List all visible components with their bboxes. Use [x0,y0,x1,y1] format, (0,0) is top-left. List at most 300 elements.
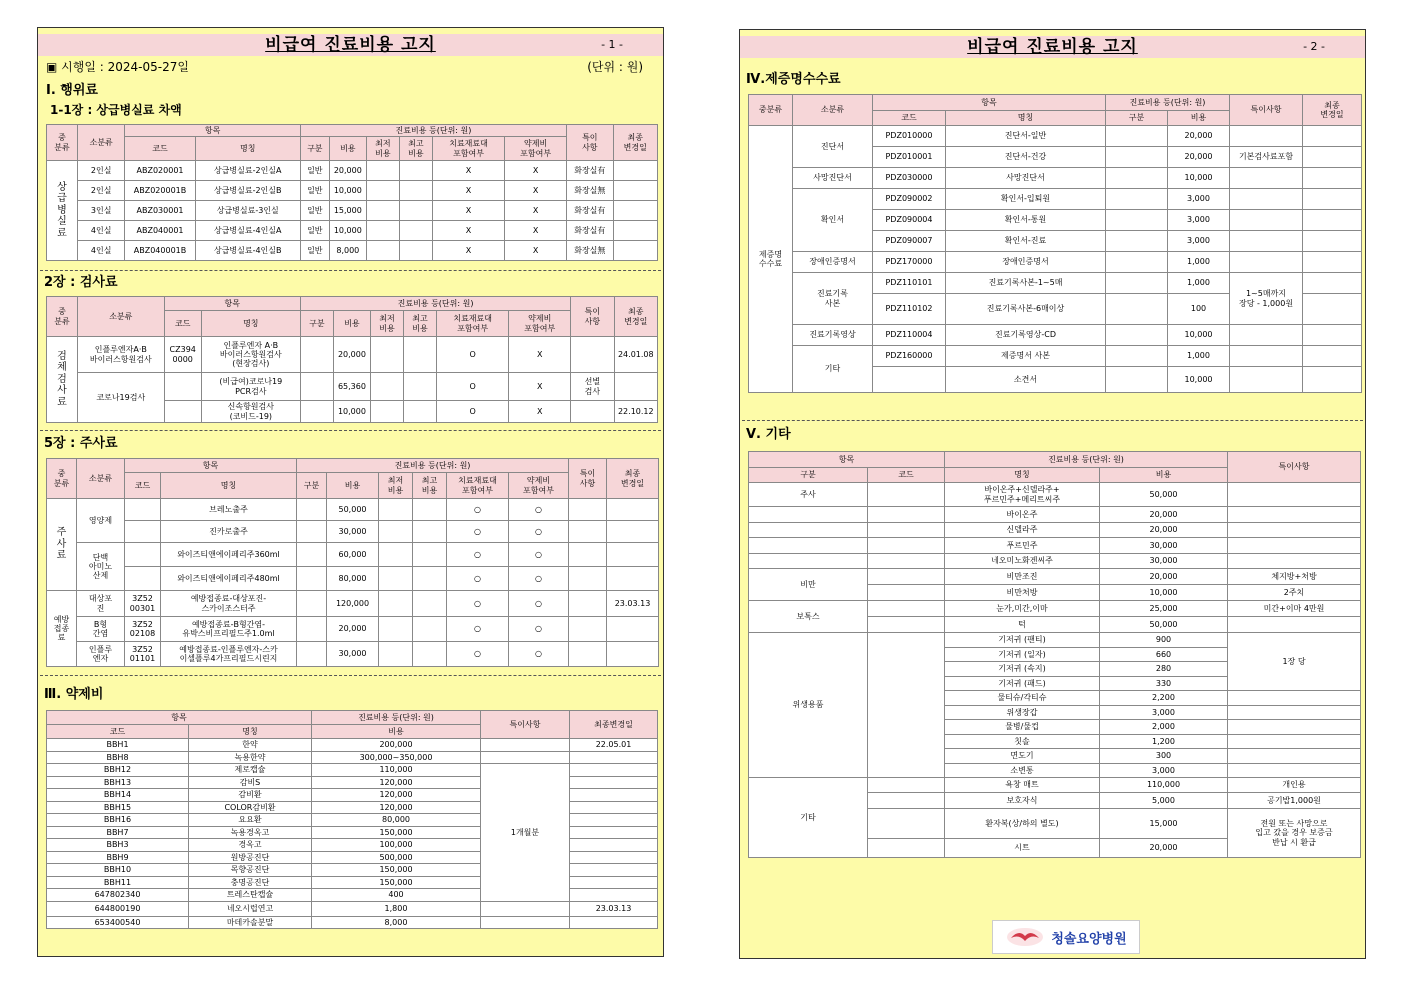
cost-cell: 8,000 [329,241,366,261]
cost-cell: 300,000~350,000 [312,751,481,764]
name-cell: 진단서-건강 [946,147,1106,168]
th-code: 코드 [164,311,201,337]
name-cell: 진카로출주 [161,521,297,543]
name-cell: 푸르민주 [945,538,1100,554]
cost-cell: 100,000 [312,839,481,852]
cost-cell: 3,000 [1168,189,1230,210]
name-cell: 비만조진 [945,569,1100,585]
cost-cell: 1,200 [1100,734,1228,749]
cost-cell: 50,000 [1100,617,1228,633]
group-cell: 제증명 수수료 [749,126,793,393]
drug-cell: ○ [509,499,569,521]
cost-cell: 280 [1100,662,1228,677]
table-cell [481,739,570,752]
name-cell: 기저귀 (속지) [945,662,1100,677]
sub-cell: 진료기록 사본 [793,273,873,325]
note-cell: 1~5매까지 장당 - 1,000원 [1230,273,1303,325]
sub-cell: 인플루 엔자 [77,642,125,667]
table-row [47,521,659,543]
code-cell: 3Z52 01101 [125,642,161,667]
cost-cell: 20,000 [1100,569,1228,585]
code-cell: 653400540 [47,916,189,929]
table-cell [399,181,432,201]
kind-cell: 일반 [300,181,329,201]
table-cell [868,617,945,633]
th-sub: 소분류 [77,459,125,499]
cost-cell: 120,000 [327,591,379,617]
name-cell: 시트 [945,839,1100,858]
th-max: 최고 비용 [399,137,432,161]
code-cell: 3Z52 00301 [125,591,161,617]
th-price: 비용 [312,725,481,739]
table-cell [399,201,432,221]
code-cell: BBH1 [47,739,189,752]
table-row [47,751,658,764]
table-cell [868,507,945,523]
table-cell [1228,749,1361,764]
table-cell [1303,126,1362,147]
date-cell [570,876,658,889]
effective-date: ▣ 시행일 : 2024-05-27일 [46,60,189,74]
th-code: 코드 [125,137,195,161]
cost-cell: 5,000 [1100,793,1228,809]
name-cell: 상급병실료-2인실A [195,161,300,181]
exam-fee-table [46,296,658,423]
name-cell: 확인서-입퇴원 [946,189,1106,210]
code-cell: ABZ020001 [125,161,195,181]
name-cell: COLOR감비환 [189,801,312,814]
drug-cell: ○ [509,543,569,567]
th-kind: 구분 [297,473,327,499]
name-cell: 기저귀 (팬티) [945,633,1100,648]
table-cell [366,161,399,181]
th-group: 중분류 [749,95,793,126]
date-cell [570,851,658,864]
note-cell: 2주치 [1228,585,1361,601]
doc-title: 비급여 진료비용 고지 [967,37,1138,57]
cost-cell: 1,800 [312,901,481,916]
material-cell: O [437,373,509,401]
th-name: 명칭 [189,725,312,739]
date-cell [570,826,658,839]
table-row [47,161,658,181]
note-cell [1230,210,1303,231]
unit-label: (단위 : 원) [587,60,643,74]
table-row [47,543,659,567]
th-kind: 구분 [749,468,868,483]
th-material: 치료재료대 포함여부 [432,137,504,161]
cost-cell: 1,000 [1168,252,1230,273]
table-cell [1228,691,1361,706]
th-date: 최종 변경일 [614,297,657,337]
cost-cell: 120,000 [312,801,481,814]
table-cell [399,221,432,241]
code-cell: 647802340 [47,889,189,902]
cost-cell: 20,000 [1100,839,1228,858]
material-cell: O [437,401,509,423]
th-cost: 진료비용 등(단위: 원) [300,297,570,311]
name-cell: 바이온주 [945,507,1100,523]
table-cell [399,161,432,181]
th-item: 항목 [125,459,297,473]
table-cell [868,601,945,617]
cost-cell: 300 [1100,749,1228,764]
table-cell [366,181,399,201]
table-cell [868,538,945,554]
kind-cell: 일반 [300,161,329,181]
table-cell [868,483,945,507]
kind-cell: 일반 [300,241,329,261]
th-item: 항목 [125,125,300,137]
cost-cell: 30,000 [1100,538,1228,554]
cost-cell: 10,000 [329,221,366,241]
cost-cell: 110,000 [1100,778,1228,793]
table-cell [1228,720,1361,735]
name-cell: 목향공진단 [189,864,312,877]
code-cell: CZ394 0000 [164,337,201,373]
table-cell [749,538,868,554]
note-cell [1230,346,1303,367]
th-note: 특이 사항 [567,125,613,161]
name-cell: 원방공진단 [189,851,312,864]
name-cell: 진료기록영상-CD [946,325,1106,346]
code-cell: ABZ020001B [125,181,195,201]
drug-cell: ○ [509,642,569,667]
th-material: 치료재료대 포함여부 [437,311,509,337]
date-cell: 24.01.08 [614,337,657,373]
name-cell: 진료기록사본-6매이상 [946,294,1106,325]
cost-cell: 20,000 [1168,126,1230,147]
th-price: 비용 [327,473,379,499]
th-name: 명칭 [946,111,1106,126]
code-cell: PDZ160000 [873,346,946,367]
cost-cell: 2,000 [1100,720,1228,735]
cost-cell: 3,000 [1168,231,1230,252]
table-cell [1303,168,1362,189]
note-cell [1230,231,1303,252]
th-note: 특이사항 [1228,452,1361,483]
name-cell: 감비환 [189,789,312,802]
cost-cell: 10,000 [329,181,366,201]
name-cell: 소견서 [946,367,1106,393]
section-2-title: 2장 : 검사료 [44,275,118,290]
drug-fee-table [46,710,658,929]
th-drug: 약제비 포함여부 [505,137,567,161]
page-number: - 1 - [601,38,623,51]
th-price: 비용 [329,137,366,161]
th-price: 비용 [333,311,370,337]
cost-cell: 80,000 [327,567,379,591]
name-cell: 녹용경옥고 [189,826,312,839]
name-cell: 욕창 매트 [945,778,1100,793]
th-min: 최저 비용 [371,311,404,337]
name-cell: 브레노출주 [161,499,297,521]
table-cell [1106,126,1168,147]
material-cell: X [432,181,504,201]
name-cell: 면도기 [945,749,1100,764]
note-cell: 1개월분 [481,764,570,902]
name-cell: 진료기록사본-1~5매 [946,273,1106,294]
table-cell [1106,273,1168,294]
table-cell [868,633,945,778]
material-cell: ○ [447,591,509,617]
cost-cell: 400 [312,889,481,902]
material-cell: X [432,221,504,241]
cost-cell: 100 [1168,294,1230,325]
note-cell [1230,189,1303,210]
cost-cell: 50,000 [327,499,379,521]
doc-title: 비급여 진료비용 고지 [265,35,436,55]
page-1-title-bar [38,34,663,56]
name-cell: 물티슈/각티슈 [945,691,1100,706]
th-code: 코드 [47,725,189,739]
table-cell [868,522,945,538]
note-cell: 화장실無 [567,181,613,201]
sub-cell: B형 간염 [77,617,125,642]
table-row [47,241,658,261]
name-cell: 트레스탄캡슐 [189,889,312,902]
sub-cell: 3인실 [77,201,124,221]
th-max: 최고 비용 [413,473,447,499]
table-cell [1228,734,1361,749]
page-number: - 2 - [1303,40,1325,53]
drug-cell: X [505,241,567,261]
th-price: 비용 [1100,468,1228,483]
name-cell: 네오미노화겐씨주 [945,553,1100,569]
kind-cell: 일반 [300,201,329,221]
code-cell: PDZ010001 [873,147,946,168]
injection-fee-table [46,458,659,667]
th-material: 치료재료대 포함여부 [447,473,509,499]
page-2-title-bar [740,36,1365,58]
cost-cell: 50,000 [1100,483,1228,507]
sub-cell: 4인실 [77,241,124,261]
name-cell: 예방접종료-대상포진- 스카이조스터주 [161,591,297,617]
hospital-name: 청솔요양병원 [1051,931,1127,947]
th-item: 항목 [873,95,1106,111]
table-cell [1303,231,1362,252]
category-cell: 보톡스 [749,601,868,633]
code-cell [873,367,946,393]
table-cell [1106,168,1168,189]
sub-cell: 4인실 [77,221,124,241]
th-cost: 진료비용 등(단위: 원) [312,711,481,725]
name-cell: 경옥고 [189,839,312,852]
table-row [47,764,658,777]
th-code: 코드 [125,473,161,499]
code-cell: BBH3 [47,839,189,852]
cost-cell: 8,000 [312,916,481,929]
table-cell [1228,538,1361,554]
code-cell: BBH7 [47,826,189,839]
table-cell [1106,231,1168,252]
cost-cell: 10,000 [333,401,370,423]
note-cell: 개인용 [1228,778,1361,793]
code-cell: ABZ030001 [125,201,195,221]
name-cell: 보호자식 [945,793,1100,809]
table-row [749,252,1362,273]
table-row [749,507,1361,523]
name-cell: 마데카솔분말 [189,916,312,929]
date-cell: 22.10.12 [614,401,657,423]
code-cell: BBH15 [47,801,189,814]
table-cell [1106,252,1168,273]
code-cell: BBH8 [47,751,189,764]
cost-cell: 3,000 [1168,210,1230,231]
th-sub: 소분류 [793,95,873,126]
cost-cell: 20,000 [333,337,370,373]
material-cell: ○ [447,642,509,667]
sub-cell: 사망진단서 [793,168,873,189]
table-cell [1303,346,1362,367]
date-cell [570,789,658,802]
table-row [47,642,659,667]
th-drug: 약제비 포함여부 [509,311,571,337]
material-cell: ○ [447,617,509,642]
th-item: 항목 [164,297,300,311]
note-cell: 공기밥1,000원 [1228,793,1361,809]
th-group: 중 분류 [47,125,78,161]
th-price: 비용 [1168,111,1230,126]
category-cell: 기타 [749,778,868,858]
name-cell: 제로캡슐 [189,764,312,777]
th-note: 특이사항 [1230,95,1303,126]
table-cell [1303,367,1362,393]
table-cell [613,201,657,221]
note-cell: 기본검사료포함 [1230,147,1303,168]
cost-cell: 30,000 [327,521,379,543]
table-row [749,538,1361,554]
cost-cell: 150,000 [312,826,481,839]
th-max: 최고 비용 [404,311,437,337]
date-cell: 23.03.13 [607,591,659,617]
note-cell [1230,168,1303,189]
th-kind: 구분 [1106,111,1168,126]
table-row [749,189,1362,210]
cost-cell: 10,000 [1168,325,1230,346]
page-2 [739,29,1366,959]
table-row [47,337,658,373]
cost-cell: 10,000 [1168,367,1230,393]
table-cell [1106,189,1168,210]
table-cell [1228,705,1361,720]
table-cell [868,839,945,858]
date-cell [570,916,658,929]
table-cell [868,553,945,569]
code-cell: BBH14 [47,789,189,802]
material-cell: ○ [447,543,509,567]
name-cell: 바이온주+신델라주+ 푸르민주+메리트씨주 [945,483,1100,507]
table-cell [366,241,399,261]
table-cell [366,221,399,241]
drug-cell: ○ [509,567,569,591]
table-cell [749,507,868,523]
code-cell: ABZ040001 [125,221,195,241]
drug-cell: X [509,337,571,373]
th-code: 코드 [868,468,945,483]
note-cell [1230,126,1303,147]
cost-cell: 150,000 [312,864,481,877]
material-cell: X [432,241,504,261]
table-row [749,346,1362,367]
name-cell: 신델라주 [945,522,1100,538]
date-cell [570,889,658,902]
table-row [749,633,1361,648]
table-row [47,499,659,521]
th-date: 최종 변경일 [1303,95,1362,126]
table-cell [613,161,657,181]
table-cell [1303,189,1362,210]
code-cell: BBH9 [47,851,189,864]
hospital-logo [992,920,1140,954]
note-cell: 미간+이마 4만원 [1228,601,1361,617]
cost-cell: 2,200 [1100,691,1228,706]
table-cell [1106,294,1168,325]
th-group: 중 분류 [47,459,77,499]
table-cell [613,221,657,241]
sub-cell: 인플루엔자A·B 바이러스항원검사 [77,337,164,373]
sub-cell: 진료기록영상 [793,325,873,346]
table-cell [481,916,570,929]
name-cell: 환자복(상/하의 별도) [945,809,1100,839]
cost-cell: 15,000 [329,201,366,221]
table-cell [868,569,945,585]
table-cell [613,241,657,261]
table-row [749,569,1361,585]
th-note: 특이 사항 [571,297,614,337]
cost-cell: 200,000 [312,739,481,752]
date-cell [570,751,658,764]
name-cell: 녹용한약 [189,751,312,764]
table-row [47,901,658,916]
cost-cell: 10,000 [1100,585,1228,601]
table-cell [1106,346,1168,367]
code-cell: PDZ030000 [873,168,946,189]
th-kind: 구분 [300,311,333,337]
drug-cell: ○ [509,617,569,642]
material-cell: X [432,161,504,181]
table-cell [1106,325,1168,346]
table-cell [1106,147,1168,168]
th-code: 코드 [873,111,946,126]
name-cell: 물병/물컵 [945,720,1100,735]
note-cell: 화장실無 [567,241,613,261]
table-row [749,325,1362,346]
name-cell: 상급병실료-2인실B [195,181,300,201]
note-cell: 체지방+처방 [1228,569,1361,585]
table-row [749,778,1361,793]
th-cost: 진료비용 등(단위: 원) [300,125,566,137]
cost-cell: 3,000 [1100,705,1228,720]
sub-cell: 대상포 진 [77,591,125,617]
note-cell: 전원 또는 사망으로 입고 갔을 경우 보증금 반납 시 환급 [1228,809,1361,858]
th-name: 명칭 [945,468,1100,483]
sub-cell: 2인실 [77,161,124,181]
name-cell: 충명공진단 [189,876,312,889]
table-cell [613,181,657,201]
drug-cell: ○ [509,521,569,543]
date-cell [570,764,658,777]
cost-cell: 60,000 [327,543,379,567]
note-cell: 1장 당 [1228,633,1361,691]
note-cell: 화장실有 [567,221,613,241]
code-cell: PDZ110004 [873,325,946,346]
sub-cell: 2인실 [77,181,124,201]
name-cell: (비급여)코로나19 PCR검사 [201,373,300,401]
name-cell: 상급병실료-4인실A [195,221,300,241]
name-cell: 인플루엔자 A·B 바이러스항원검사 (현장검사) [201,337,300,373]
table-cell [399,241,432,261]
